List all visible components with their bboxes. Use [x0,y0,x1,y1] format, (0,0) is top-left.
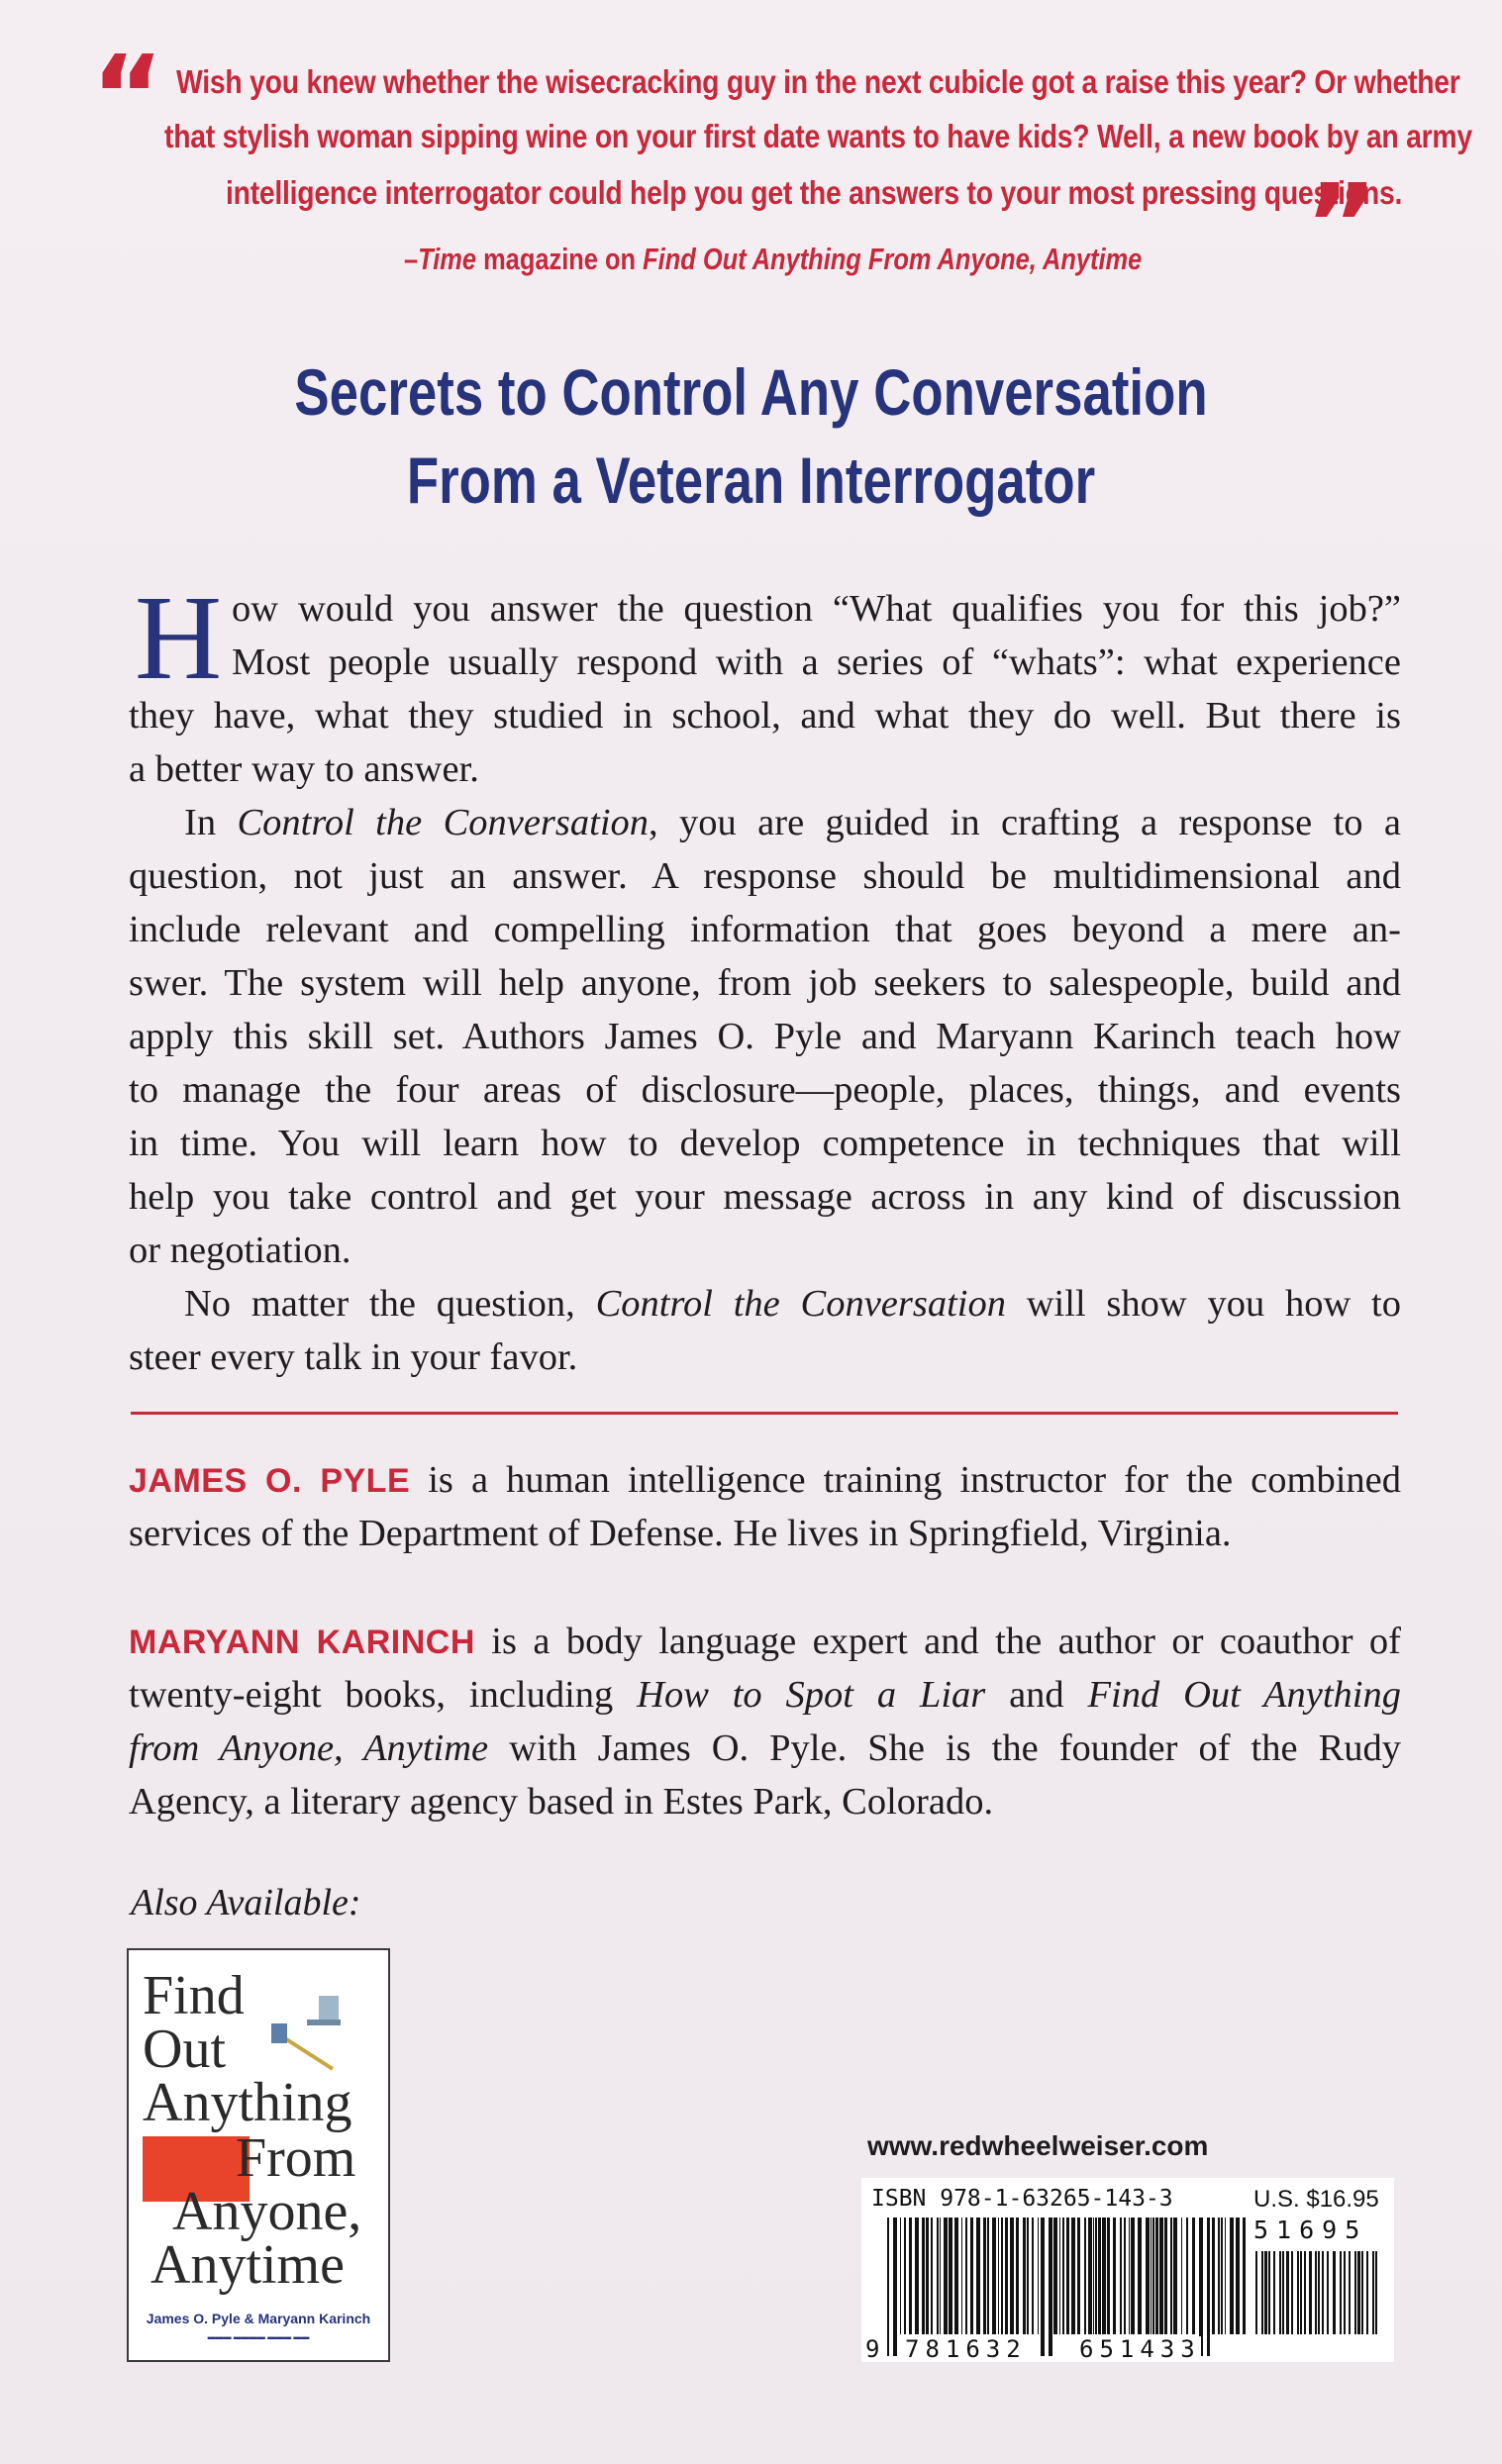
barcode-bar [1192,2218,1195,2334]
barcode-bar [1322,2251,1324,2334]
price-text: U.S. $16.95 [1253,2186,1379,2213]
section-divider [131,1412,1398,1415]
barcode-bar [1236,2218,1240,2334]
barcode-bar [1155,2218,1158,2334]
barcode-bar [940,2218,941,2334]
barcode-bar [1071,2218,1075,2334]
supplement-barcode [1255,2251,1380,2356]
testimonial-line-3: intelligence interrogator could help you get the answers to your most pressing questions. [226,174,1403,211]
desc-p2-line-3: include relevant and compelling information that goes beyond a mere an- [129,909,1401,950]
barcode-bar [1010,2218,1014,2334]
barcode-bar [922,2218,925,2334]
barcode-bar [1027,2218,1029,2334]
barcode-bar [1327,2251,1329,2334]
barcode-bar [998,2218,999,2334]
barcode-bar [970,2218,973,2334]
thumb-title-word-2: Out [143,2019,226,2080]
barcode-bar [1077,2218,1080,2334]
barcode-bar [900,2218,901,2334]
barcode-bar [1230,2218,1234,2334]
barcode-bar [1088,2218,1092,2334]
barcode-bar [1131,2218,1135,2334]
barcode-bar [1032,2218,1034,2334]
thumb-fine-print: ▬▬▬ ▬▬▬▬ ▬▬▬ ▬▬ [207,2332,310,2341]
barcode-bar [1001,2218,1003,2334]
barcode-bar [1212,2218,1215,2334]
bio-karinch-line-3: from Anyone, Anytime with James O. Pyle. She is the founder of the Rudy [129,1727,1401,1769]
barcode-bar [1098,2218,1101,2334]
author-name-karinch: MARYANN KARINCH [129,1624,475,1661]
also-available-book-cover[interactable] [127,1948,390,2362]
barcode-bar [1282,2251,1284,2334]
barcode-bar [992,2218,996,2334]
barcode-bar [1129,2218,1130,2334]
barcode-bar [1297,2251,1299,2334]
barcode-bar [1375,2251,1377,2334]
attribution-dash: – [404,242,419,276]
barcode-bar [926,2218,929,2334]
barcode-bar [937,2218,939,2334]
barcode-bar [949,2218,952,2334]
barcode-bar [961,2218,962,2334]
barcode-bar [1113,2218,1116,2334]
publisher-website[interactable]: www.redwheelweiser.com [867,2130,1209,2161]
barcode-bar [909,2218,912,2334]
barcode-bar [1107,2218,1110,2334]
author-name-pyle: JAMES O. PYLE [129,1462,411,1500]
barcode-bar [1181,2218,1182,2334]
thumb-authors: James O. Pyle & Maryann Karinch [146,2311,371,2326]
barcode-bar [954,2218,958,2334]
open-quote-mark: “ [91,33,164,161]
isbn-text: ISBN 978-1-63265-143-3 [871,2186,1173,2212]
desc-p2-line-1: In Control the Conversation, you are guided in crafting a response to a [184,802,1401,843]
bio-karinch-line-1: MARYANN KARINCH is a body language expert and the author or coauthor of [129,1621,1401,1662]
barcode-bar [1005,2218,1008,2334]
barcode-bar [1243,2218,1246,2334]
barcode-bar [1062,2218,1064,2334]
barcode-bar [1186,2218,1188,2334]
also-available-label: Also Available: [131,1882,361,1923]
barcode-bar [944,2218,948,2334]
desc-p2-line-5: apply this skill set. Authors James O. Pyle and Maryann Karinch teach how [129,1016,1401,1057]
barcode-bar [1023,2218,1026,2334]
desc-p2-line-2: question, not just an answer. A response should be multidimensional and [129,855,1401,897]
barcode-bar [1038,2218,1039,2334]
desc-p2-line-9: or negotiation. [129,1230,351,1271]
barcode-bar [1066,2218,1069,2334]
headline-line-1: Secrets to Control Any Conversation [294,355,1208,429]
barcode-bar [983,2218,986,2334]
barcode-bar [887,2218,889,2356]
barcode-bar [1300,2251,1302,2334]
testimonial-line-2: that stylish woman sipping wine on your first date wants to have kids? Well, a new book by an army [164,118,1472,154]
barcode-bar [1138,2218,1142,2334]
barcode-bar [1279,2251,1281,2334]
barcode-bar [1255,2251,1257,2334]
thumb-title-word-3: Anything [143,2072,352,2133]
attribution-mid: magazine on [476,242,644,276]
barcode-bar [1093,2218,1094,2334]
desc-p2-line-6: to manage the four areas of disclosure—people, places, things, and events [129,1069,1401,1111]
barcode-bar [1221,2218,1223,2334]
bio-pyle-line-2: services of the Department of Defense. He lives in Springfield, Virginia. [129,1513,1232,1554]
barcode-bar [1170,2218,1172,2334]
barcode-bar [1164,2218,1167,2334]
supplement-code: 51695 [1253,2216,1368,2244]
barcode-bar [1273,2251,1275,2334]
ean-left-digits: 781632 [905,2335,1027,2363]
barcode-bar [1053,2218,1057,2334]
barcode-bar [931,2218,933,2334]
desc-p2-line-8: help you take control and get your message across in any kind of discussion [129,1176,1401,1218]
barcode-bar [1315,2251,1317,2334]
attribution-book: Find Out Anything From Anyone, Anytime [643,242,1143,276]
barcode-bar [1354,2251,1356,2334]
barcode-bar [1264,2251,1267,2334]
barcode-bar [1318,2251,1320,2334]
thumb-title-word-6: Anytime [150,2234,345,2296]
bio-karinch-line-2: twenty-eight books, including How to Spot a Liar and Find Out Anything [129,1674,1401,1716]
barcode-bar [904,2218,906,2334]
desc-p1-line-2: Most people usually respond with a series of “whats”: what experience [232,641,1401,683]
barcode-bar [1152,2218,1154,2334]
barcode-bar [1095,2218,1097,2334]
desc-p1-line-1: ow would you answer the question “What qualifies you for this job?” [232,588,1401,630]
barcode-bar [1059,2218,1060,2334]
barcode-bar [1159,2218,1163,2334]
ean-right-digits: 651433 [1079,2335,1201,2363]
headline-line-2: From a Veteran Interrogator [406,444,1096,517]
barcode-bar [1173,2218,1177,2334]
barcode-bar [1041,2218,1045,2356]
barcode-bar [1124,2218,1126,2334]
barcode-bar [1344,2251,1346,2334]
ean-first-digit: 9 [865,2335,886,2363]
desc-p2-line-4: swer. The system will help anyone, from job seekers to salespeople, build and [129,962,1401,1004]
barcode-bar [1361,2251,1363,2334]
barcode-bar [1084,2218,1086,2334]
thumb-title-word-5: Anyone, [172,2181,362,2242]
barcode-bar [1366,2251,1368,2334]
thumb-title-word-1: Find [143,1965,245,2026]
bio-karinch-line-4: Agency, a literary agency based in Estes Park, Colorado. [129,1781,994,1823]
barcode-bar [1333,2251,1336,2334]
bio-pyle-line-1: JAMES O. PYLE is a human intelligence training instructor for the combined [129,1459,1402,1501]
barcode-bar [1120,2218,1122,2334]
barcode-bar [1151,2218,1152,2334]
barcode-bar [1372,2251,1374,2334]
barcode-bar [893,2218,897,2356]
drop-cap: H [135,571,223,705]
desc-p3-line-1: No matter the question, Control the Conversation will show you how to [184,1283,1401,1325]
thumb-title-word-4: From [236,2127,356,2189]
barcode-bar [987,2218,989,2334]
desc-p1-line-4: a better way to answer. [129,748,479,790]
desc-p3-line-2: steer every talk in your favor. [129,1336,578,1378]
barcode-bar [1349,2251,1351,2334]
barcode-bar [1218,2218,1220,2334]
barcode-bar [1102,2218,1106,2334]
barcode-bar [965,2218,967,2334]
barcode-bar [1357,2251,1360,2334]
barcode-bar [1049,2218,1052,2356]
barcode-bar [1016,2218,1019,2334]
close-quote-mark: ” [1305,161,1378,290]
testimonial-line-1: Wish you knew whether the wisecracking guy in the next cubicle got a raise this year? Or whether [176,63,1460,100]
barcode-bar [1146,2218,1150,2334]
barcode-bar [1340,2251,1342,2334]
barcode-bar [1304,2251,1306,2334]
barcode-bar [1309,2251,1312,2334]
barcode-bar [1225,2218,1226,2334]
barcode-bar [1261,2251,1263,2334]
barcode-block [861,2178,1394,2362]
barcode-bar [976,2218,980,2334]
thumb-illustration-icon [267,1990,356,2079]
barcode-bar [1268,2251,1270,2334]
barcode-bar [1291,2251,1293,2334]
desc-p1-line-3: they have, what they studied in school, and what they do well. But there is [129,695,1401,737]
barcode-bar [1207,2218,1210,2356]
barcode-bar [915,2218,919,2334]
attribution-source: Time [418,242,477,276]
barcode-bar [1286,2251,1289,2334]
desc-p2-line-7: in time. You will learn how to develop competence in techniques that will [129,1123,1401,1164]
testimonial-attribution [404,242,1142,277]
